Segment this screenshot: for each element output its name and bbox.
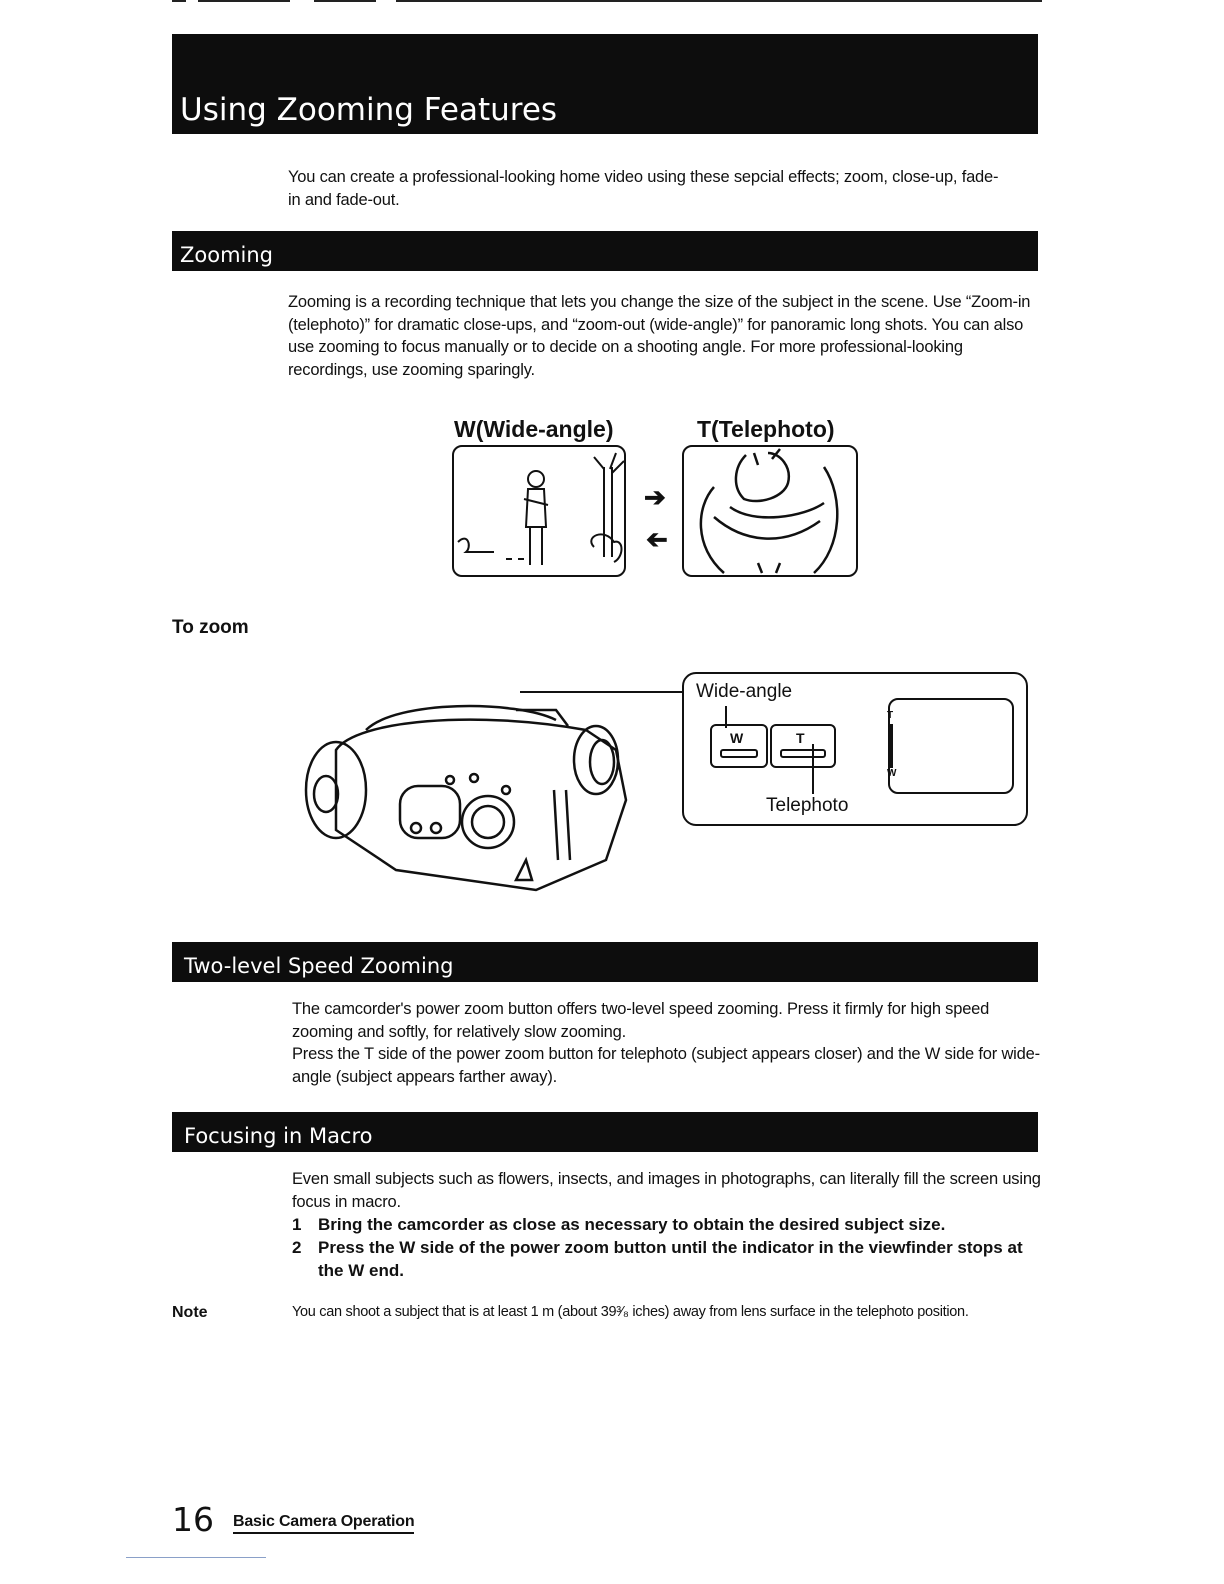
section-zooming-heading: Zooming xyxy=(180,243,274,267)
two-level-paragraph xyxy=(292,998,1044,1088)
top-rule-2 xyxy=(198,0,290,2)
macro-paragraph xyxy=(292,1168,1044,1213)
footer-section-title: Basic Camera Operation xyxy=(233,1513,414,1534)
tele-scene-drawing xyxy=(684,447,856,575)
telephoto-callout-label: Telephoto xyxy=(766,795,849,816)
macro-step-1 xyxy=(292,1213,1032,1236)
telephoto-illustration xyxy=(682,445,858,577)
step-number: 1 xyxy=(292,1215,302,1234)
macro-step-2 xyxy=(292,1236,1032,1282)
page-number: 16 xyxy=(172,1500,214,1539)
section-zooming-banner xyxy=(172,231,1038,271)
macro-intro-text: Even small subjects such as flowers, insects, and images in photographs, can literally fill the screen using focus in macro. xyxy=(292,1170,1041,1211)
indicator-t-label: T xyxy=(887,710,894,721)
zoom-button-callout xyxy=(682,672,1028,826)
to-zoom-label: To zoom xyxy=(172,617,249,638)
power-zoom-t-button[interactable] xyxy=(770,724,836,768)
viewfinder-zoom-indicator xyxy=(888,698,1014,794)
top-rule-4 xyxy=(396,0,1042,2)
section-macro-heading: Focusing in Macro xyxy=(184,1124,373,1148)
zoom-out-arrow-icon: ➔ xyxy=(646,524,668,554)
two-level-text-1: The camcorder's power zoom button offers two-level speed zooming. Press it firmly for high speed zooming and softly, for relatively slow zooming. xyxy=(292,1000,990,1041)
note-label: Note xyxy=(172,1304,208,1321)
camcorder-illustration xyxy=(296,690,636,895)
step-text: Press the W side of the power zoom button until the indicator in the viewfinder stops at the W end. xyxy=(318,1238,1023,1280)
camcorder-drawing xyxy=(296,690,636,895)
intro-text: You can create a professional-looking home video using these sepcial effects; zoom, close-up, fade-in and fade-out. xyxy=(288,168,999,209)
page-title-banner xyxy=(172,34,1038,134)
wide-angle-caption: W(Wide-angle) xyxy=(454,416,614,442)
t-key-label: T xyxy=(796,730,805,746)
power-zoom-w-button[interactable] xyxy=(710,724,768,768)
wide-angle-illustration xyxy=(452,445,626,577)
callout-connector-line xyxy=(520,691,684,693)
step-text: Bring the camcorder as close as necessary to obtain the desired subject size. xyxy=(318,1215,946,1234)
section-macro-banner xyxy=(172,1112,1038,1152)
indicator-w-label: W xyxy=(887,768,897,779)
intro-paragraph xyxy=(288,166,1008,211)
zooming-text: Zooming is a recording technique that lets you change the size of the subject in the scene. Use “Zoom-in (telephoto)” for dramatic close-ups, and “zoom-out (wide-angle)” for panoramic long shots. You can also use zooming to focus manually or to decide on a shooting angle. For more professional-looking recordings, use zooming sparingly. xyxy=(288,293,1031,379)
top-rule-3 xyxy=(314,0,376,2)
indicator-bar xyxy=(888,724,893,768)
zooming-paragraph xyxy=(288,291,1040,381)
wide-scene-drawing xyxy=(454,447,624,575)
w-key-label: W xyxy=(730,730,744,746)
two-level-text-2: Press the T side of the power zoom button for telephoto (subject appears closer) and the W side for wide-angle (subject appears farther away). xyxy=(292,1045,1040,1086)
step-number: 2 xyxy=(292,1238,302,1257)
page-title: Using Zooming Features xyxy=(180,92,558,128)
wide-angle-callout-label: Wide-angle xyxy=(696,681,793,702)
section-two-level-heading: Two-level Speed Zooming xyxy=(184,954,454,978)
section-two-level-banner xyxy=(172,942,1038,982)
bottom-rule xyxy=(126,1557,266,1558)
telephoto-caption: T(Telephoto) xyxy=(697,416,835,442)
top-rule-1 xyxy=(172,0,186,2)
t-key-bar xyxy=(780,749,826,758)
zoom-in-arrow-icon: ➔ xyxy=(644,482,666,512)
w-key-bar xyxy=(720,749,758,758)
macro-steps-list xyxy=(292,1213,1032,1282)
note-text: You can shoot a subject that is at least 1 m (about 39³⁄₈ iches) away from lens surface in the telephoto position. xyxy=(292,1304,969,1320)
